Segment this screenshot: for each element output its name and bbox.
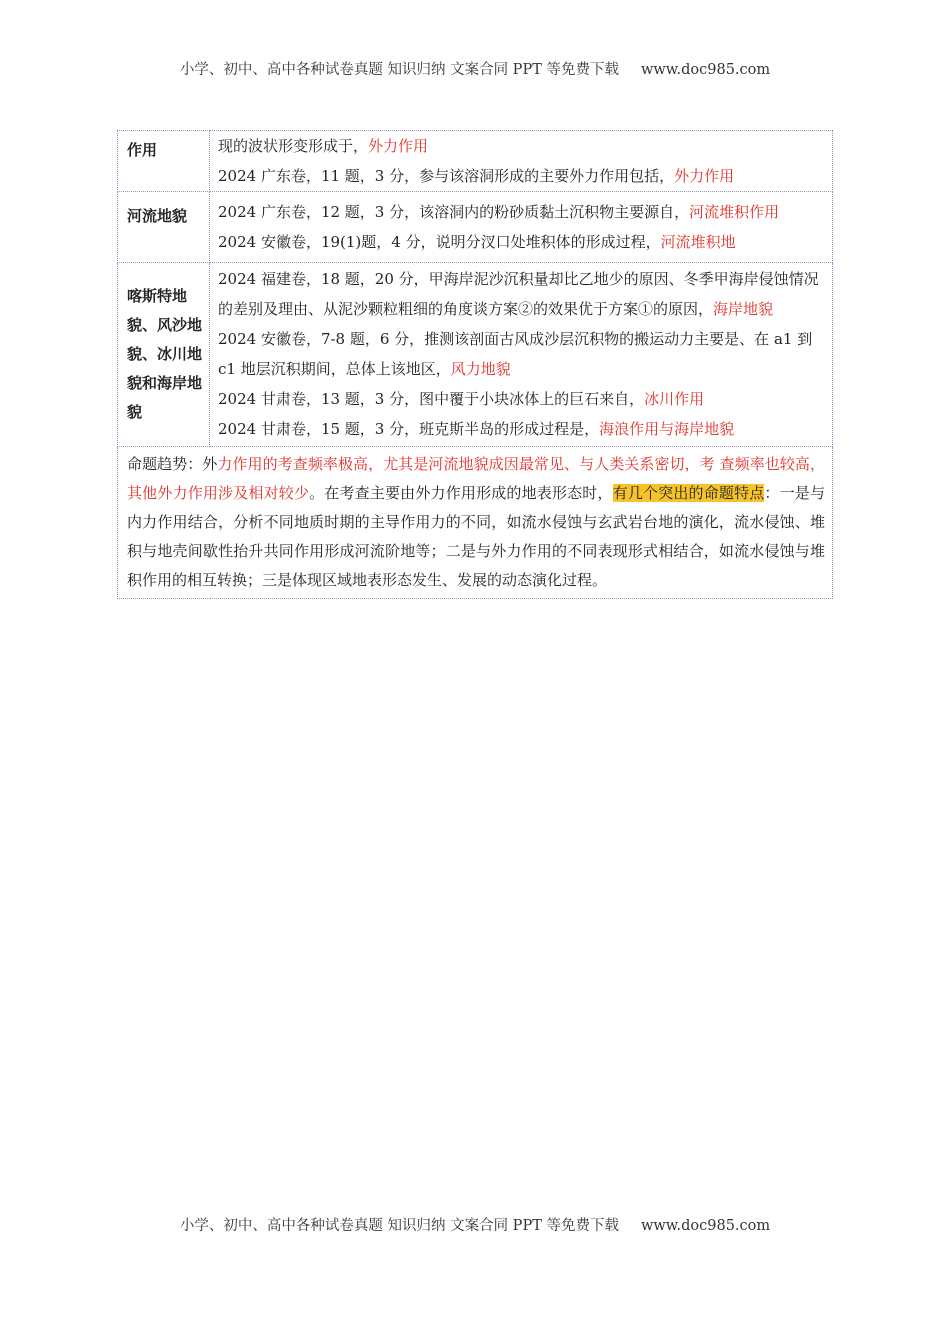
exam-entry: 2024 广东卷，11 题，3 分，参与该溶洞形成的主要外力作用包括，外力作用 [218, 167, 735, 185]
footer-text: 小学、初中、高中各种试卷真题 知识归纳 文案合同 PPT 等免费下载 [179, 1218, 619, 1234]
summary-label: 命题趋势：外 [127, 455, 218, 473]
summary-red-text: 力作用的考查频率极高，尤其是河流地貌成因最常见、与人类关系密切，考 查频率也较高，其他外力作用涉及相对较少 [127, 455, 825, 502]
topic-label: 河流地貌 [127, 207, 188, 225]
answer-tag: 河流堆积地 [660, 233, 736, 251]
exam-entry: 2024 安徽卷，19(1)题，4 分，说明分汊口处堆积体的形成过程，河流堆积地 [218, 233, 736, 251]
exam-analysis-table [117, 130, 833, 599]
exam-entry: 2024 甘肃卷，15 题，3 分，班克斯半岛的形成过程是，海浪作用与海岸地貌 [218, 420, 735, 438]
content-cell [210, 192, 833, 263]
page-footer [0, 1214, 950, 1235]
summary-highlight: 有几个突出的命题特点 [612, 484, 765, 502]
answer-tag: 外力作用 [674, 167, 735, 185]
trend-summary [118, 447, 833, 599]
summary-mid-text: 。在考查主要由外力作用形成的地表形态时， [309, 484, 613, 502]
exam-entry: 2024 广东卷，12 题，3 分，该溶洞内的粉砂质黏土沉积物主要源自，河流堆积作用 [218, 203, 780, 221]
topic-label: 喀斯特地貌、风沙地貌、冰川地貌和海岸地貌 [127, 287, 203, 421]
header-text: 小学、初中、高中各种试卷真题 知识归纳 文案合同 PPT 等免费下载 [179, 62, 619, 78]
footer-url[interactable]: www.doc985.com [640, 1218, 771, 1234]
exam-entry: 2024 甘肃卷，13 题，3 分，图中覆于小块冰体上的巨石来自，冰川作用 [218, 390, 705, 408]
table-row [118, 131, 833, 192]
topic-cell [118, 192, 210, 263]
summary-row [118, 447, 833, 599]
answer-tag: 外力作用 [368, 137, 429, 155]
summary-tail-text: ：一是与内力作用结合，分析不同地质时期的主导作用力的不同，如流水侵蚀与玄武岩台地的演化，流水侵蚀、堆积与地壳间歇性抬升共同作用形成河流阶地等；二是与外力作用的不同表现形式相结合，如流水侵蚀与堆积作用的相互转换；三是体现区域地表形态发生、发展的动态演化过程。 [127, 484, 825, 589]
content-cell [210, 263, 833, 447]
topic-cell [118, 263, 210, 447]
exam-entry: 现的波状形变形成于，外力作用 [218, 137, 429, 155]
answer-tag: 风力地貌 [450, 360, 511, 378]
answer-tag: 海浪作用与海岸地貌 [599, 420, 735, 438]
page-header [0, 58, 950, 79]
answer-tag: 冰川作用 [644, 390, 705, 408]
table-row [118, 263, 833, 447]
content-cell [210, 131, 833, 192]
exam-entry: 2024 安徽卷，7-8 题，6 分，推测该剖面古风成沙层沉积物的搬运动力主要是、在 a1 到 c1 地层沉积期间，总体上该地区，风力地貌 [218, 330, 813, 378]
exam-entry: 2024 福建卷，18 题，20 分，甲海岸泥沙沉积量却比乙地少的原因、冬季甲海岸侵蚀情况的差别及理由、从泥沙颗粒粗细的角度谈方案②的效果优于方案①的原因，海岸地貌 [218, 270, 819, 318]
answer-tag: 河流堆积作用 [689, 203, 780, 221]
header-url[interactable]: www.doc985.com [640, 62, 771, 78]
table-row [118, 192, 833, 263]
answer-tag: 海岸地貌 [713, 300, 774, 318]
topic-label: 作用 [127, 141, 158, 159]
topic-cell [118, 131, 210, 192]
